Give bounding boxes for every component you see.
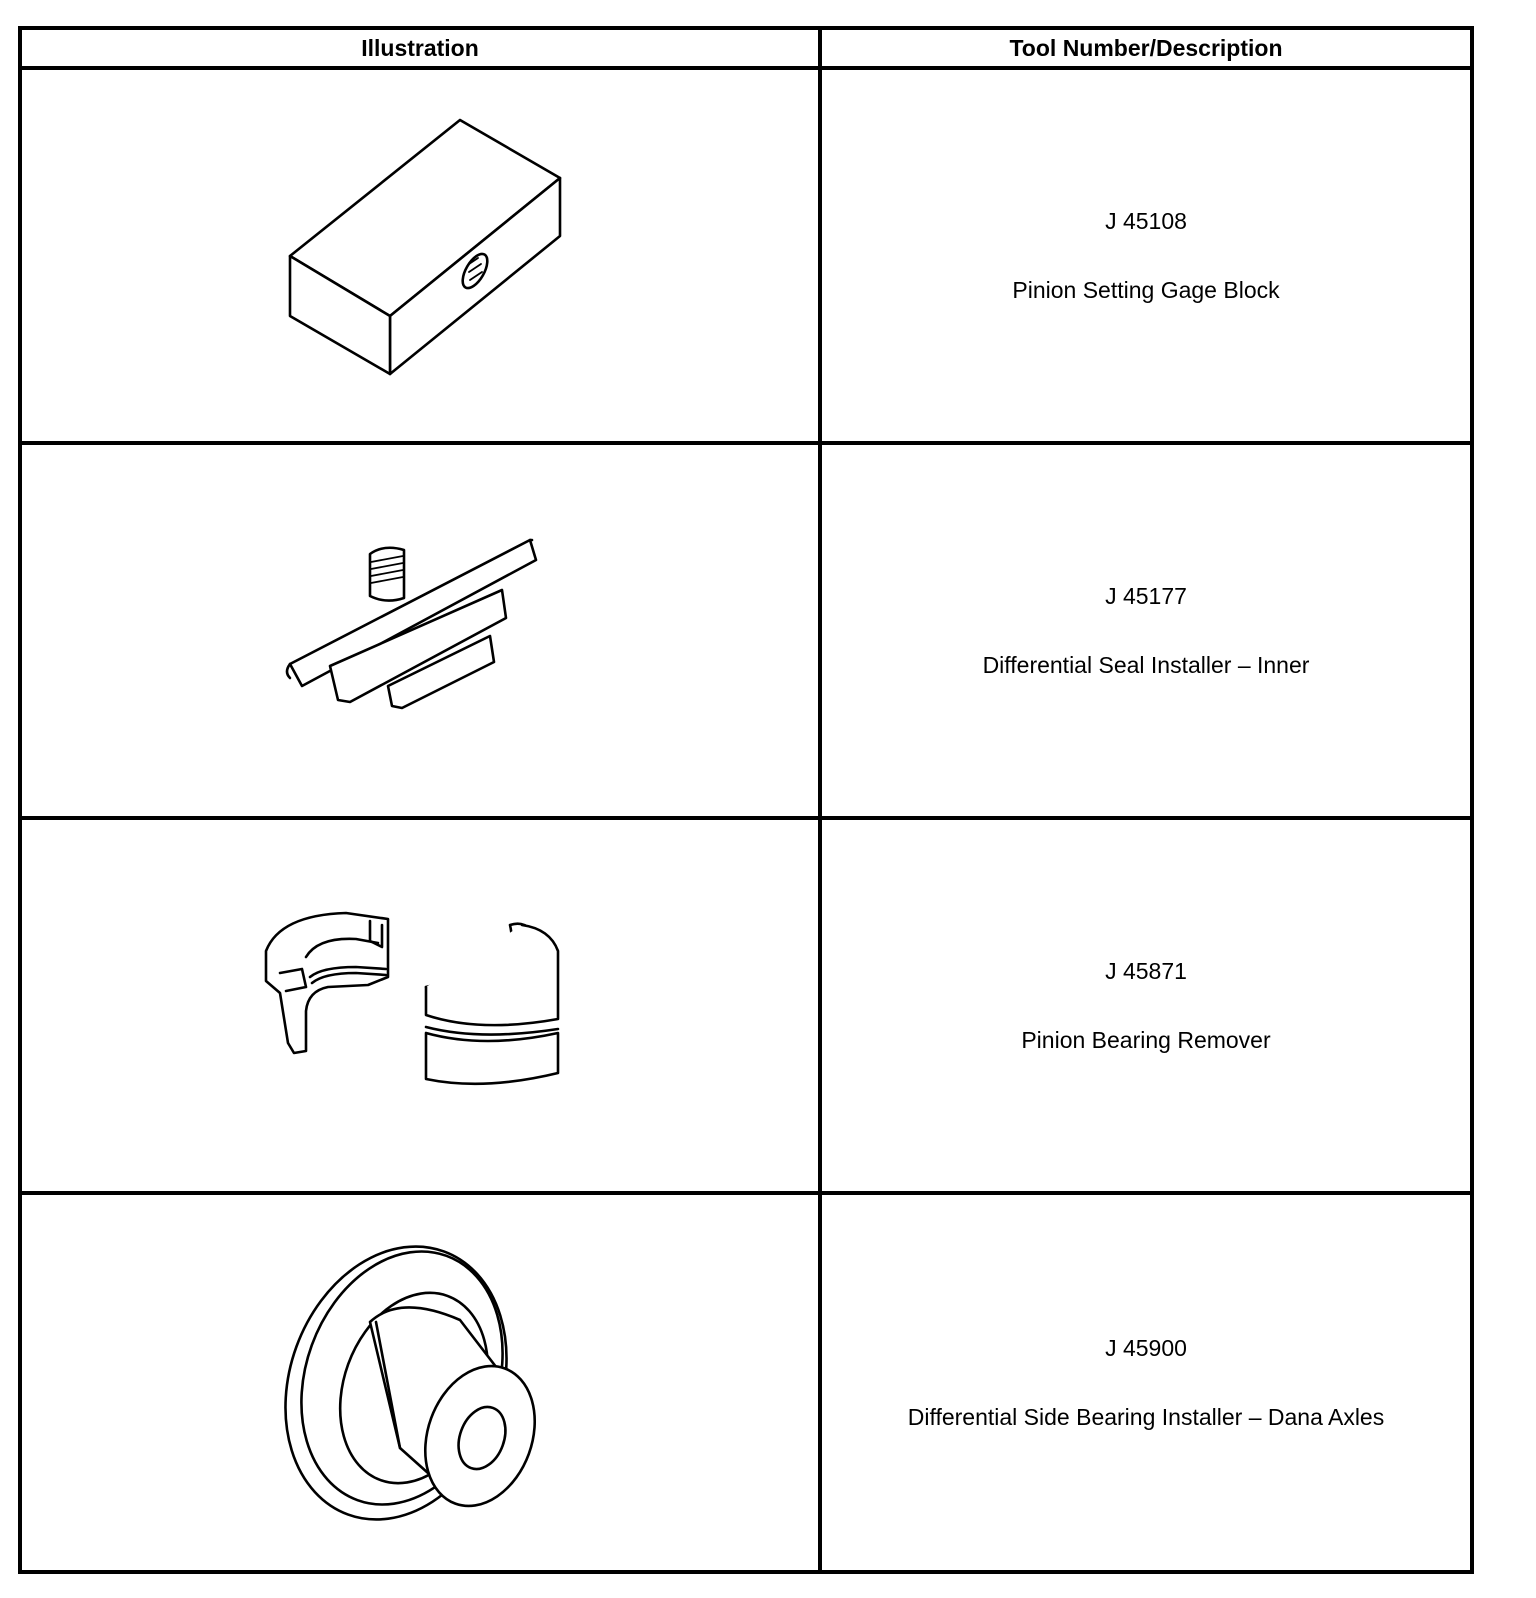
tool-description-cell — [822, 820, 1470, 1195]
illustration-cell — [22, 1195, 822, 1570]
header-illustration: Illustration — [22, 30, 822, 70]
illustration-cell — [22, 820, 822, 1195]
tool-description-cell — [822, 1195, 1470, 1570]
header-tool-description: Tool Number/Description — [822, 30, 1470, 70]
tool-description-cell — [822, 70, 1470, 445]
tool-number: J 45108 — [1105, 207, 1187, 234]
tool-number: J 45177 — [1105, 582, 1187, 609]
tool-table — [18, 26, 1474, 1574]
tool-number: J 45900 — [1105, 1334, 1187, 1361]
side-bearing-installer-icon — [280, 1238, 560, 1528]
gage-block-icon — [270, 116, 570, 396]
illustration-cell — [22, 445, 822, 820]
tool-description: Differential Side Bearing Installer – Dana Axles — [907, 1403, 1385, 1430]
tool-description: Differential Seal Installer – Inner — [982, 651, 1310, 678]
tool-description: Pinion Setting Gage Block — [1012, 276, 1280, 303]
bearing-remover-icon — [260, 911, 580, 1101]
seal-installer-icon — [280, 536, 560, 726]
tool-description-cell — [822, 445, 1470, 820]
tool-description: Pinion Bearing Remover — [1021, 1026, 1271, 1053]
illustration-cell — [22, 70, 822, 445]
tool-number: J 45871 — [1105, 957, 1187, 984]
